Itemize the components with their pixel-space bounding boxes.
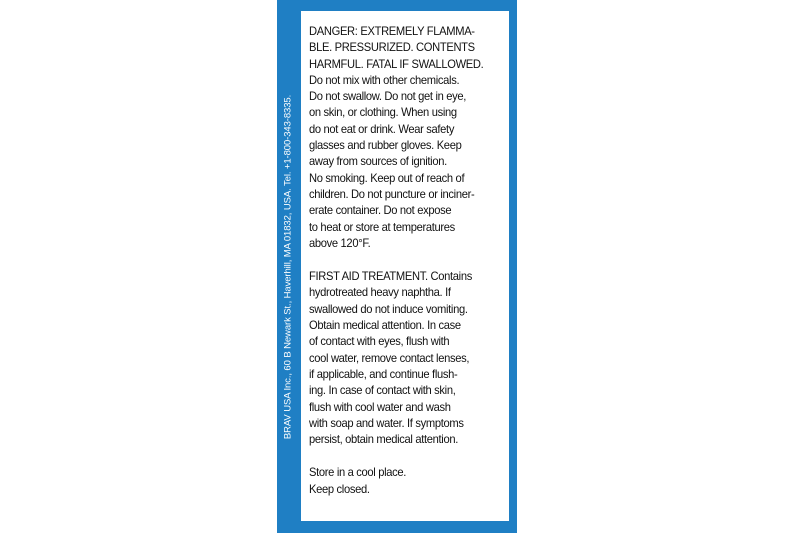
first-aid-line: flush with cool water and wash <box>309 399 451 414</box>
danger-line: No smoking. Keep out of reach of <box>309 170 465 185</box>
first-aid-treatment <box>309 268 509 447</box>
first-aid-line: persist, obtain medical attention. <box>309 432 458 447</box>
first-aid-line: FIRST AID TREATMENT. Contains <box>309 269 472 284</box>
danger-line: erate container. Do not expose <box>309 203 452 218</box>
first-aid-line: cool water, remove contact lenses, <box>309 350 470 365</box>
danger-line: DANGER: EXTREMELY FLAMMA- <box>309 24 475 38</box>
product-label <box>277 0 517 533</box>
paragraph-gap <box>309 447 509 464</box>
first-aid-line: hydrotreated heavy naphtha. If <box>309 285 451 300</box>
storage-line: Keep closed. <box>309 481 370 496</box>
first-aid-line: swallowed do not induce vomiting. <box>309 301 468 316</box>
danger-line: HARMFUL. FATAL IF SWALLOWED. <box>309 56 484 71</box>
first-aid-line: if applicable, and continue flush- <box>309 366 458 381</box>
danger-line: BLE. PRESSURIZED. CONTENTS <box>309 40 475 55</box>
danger-warning <box>309 23 509 251</box>
first-aid-line: with soap and water. If symptoms <box>309 415 464 430</box>
first-aid-line: of contact with eyes, flush with <box>309 334 450 349</box>
manufacturer-text: BRAV USA Inc., 60 B Newark St., Haverhill, MA 01832, USA. Tel. +1-800-343-8335. <box>282 94 294 439</box>
warning-panel <box>301 11 509 521</box>
danger-line: Do not swallow. Do not get in eye, <box>309 89 467 104</box>
storage-instructions <box>309 464 509 497</box>
paragraph-gap <box>309 251 509 268</box>
storage-line: Store in a cool place. <box>309 465 407 480</box>
danger-line: children. Do not puncture or inciner- <box>309 186 475 201</box>
danger-line: Do not mix with other chemicals. <box>309 72 460 87</box>
manufacturer-info <box>277 0 299 533</box>
danger-line: to heat or store at temperatures <box>309 219 455 234</box>
danger-line: glasses and rubber gloves. Keep <box>309 138 462 153</box>
danger-line: do not eat or drink. Wear safety <box>309 121 455 136</box>
first-aid-line: Obtain medical attention. In case <box>309 318 461 333</box>
danger-line: above 120°F. <box>309 235 371 250</box>
first-aid-line: ing. In case of contact with skin, <box>309 383 456 398</box>
danger-line: away from sources of ignition. <box>309 154 447 169</box>
danger-line: on skin, or clothing. When using <box>309 105 457 120</box>
